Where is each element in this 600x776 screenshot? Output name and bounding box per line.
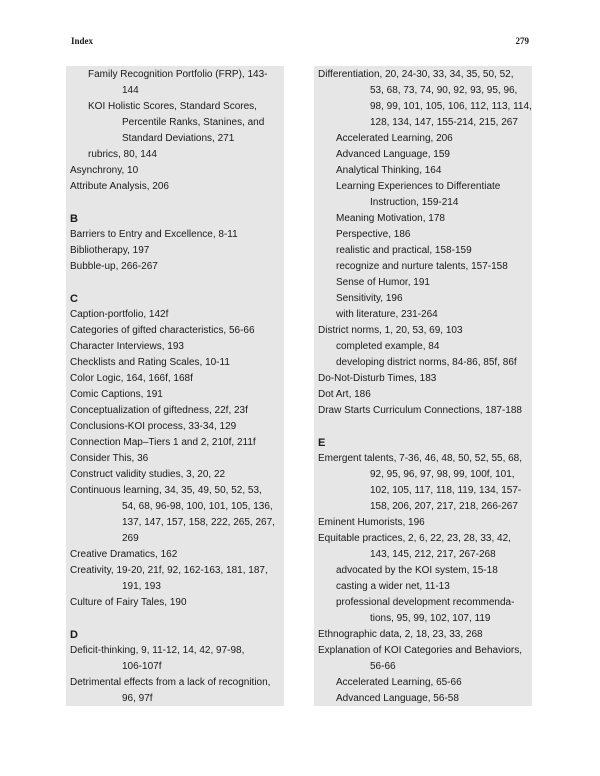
index-entry: Deficit-thinking, 9, 11-12, 14, 42, 97-98,: [70, 645, 245, 656]
index-continuation: 269: [122, 533, 139, 544]
index-entry: Asynchrony, 10: [70, 165, 139, 176]
index-letter-heading: C: [70, 293, 78, 305]
index-entry: Differentiation, 20, 24-30, 33, 34, 35, 50, 52,: [318, 69, 514, 80]
index-continuation: 56-66: [370, 661, 396, 672]
index-entry: Bubble-up, 266-267: [70, 261, 158, 272]
index-continuation: 144: [122, 85, 139, 96]
index-subentry: recognize and nurture talents, 157-158: [336, 261, 508, 272]
index-subentry: completed example, 84: [336, 341, 440, 352]
index-entry: Detrimental effects from a lack of recognition,: [70, 677, 271, 688]
index-subentry: Advanced Language, 56-58: [336, 693, 459, 704]
index-entry: Construct validity studies, 3, 20, 22: [70, 469, 226, 480]
index-subentry: Meaning Motivation, 178: [336, 213, 445, 224]
index-continuation: 53, 68, 73, 74, 90, 92, 93, 95, 96,: [370, 85, 518, 96]
index-entry: Categories of gifted characteristics, 56-66: [70, 325, 255, 336]
index-entry: Checklists and Rating Scales, 10-11: [70, 357, 230, 368]
index-continuation: 106-107f: [122, 661, 162, 672]
index-entry: Connection Map–Tiers 1 and 2, 210f, 211f: [70, 437, 256, 448]
index-continuation: 137, 147, 157, 158, 222, 265, 267,: [122, 517, 275, 528]
index-continuation: 96, 97f: [122, 693, 153, 704]
index-entry: Barriers to Entry and Excellence, 8-11: [70, 229, 238, 240]
index-continuation: Percentile Ranks, Stanines, and: [122, 117, 265, 128]
index-entry: Attribute Analysis, 206: [70, 181, 169, 192]
index-entry: Ethnographic data, 2, 18, 23, 33, 268: [318, 629, 483, 640]
index-subentry: professional development recommenda-: [336, 597, 515, 608]
index-subentry: Learning Experiences to Differentiate: [336, 181, 501, 192]
index-entry: Character Interviews, 193: [70, 341, 184, 352]
index-continuation: Instruction, 159-214: [370, 197, 459, 208]
spacer: [66, 275, 284, 291]
index-subentry: Accelerated Learning, 65-66: [336, 677, 462, 688]
index-entry: Consider This, 36: [70, 453, 149, 464]
spacer: [314, 419, 532, 435]
index-subentry: Family Recognition Portfolio (FRP), 143-: [88, 69, 268, 80]
index-subentry: advocated by the KOI system, 15-18: [336, 565, 498, 576]
index-entry: Do-Not-Disturb Times, 183: [318, 373, 437, 384]
index-subentry: KOI Holistic Scores, Standard Scores,: [88, 101, 257, 112]
index-entry: Explanation of KOI Categories and Behaviors,: [318, 645, 523, 656]
index-entry: District norms, 1, 20, 53, 69, 103: [318, 325, 463, 336]
running-head-title: Index: [71, 36, 94, 46]
index-entry: Emergent talents, 7-36, 46, 48, 50, 52, 55, 68,: [318, 453, 523, 464]
index-continuation: Standard Deviations, 271: [122, 133, 235, 144]
index-entry: Conceptualization of giftedness, 22f, 23f: [70, 405, 248, 416]
index-subentry: casting a wider net, 11-13: [336, 581, 450, 592]
index-column-left: [66, 66, 284, 706]
index-letter-heading: D: [70, 629, 78, 641]
index-entry: Creativity, 19-20, 21f, 92, 162-163, 181, 187,: [70, 565, 268, 576]
index-entry: Continuous learning, 34, 35, 49, 50, 52, 53,: [70, 485, 262, 496]
index-entry: Bibliotherapy, 197: [70, 245, 150, 256]
index-entry: Culture of Fairy Tales, 190: [70, 597, 187, 608]
index-subentry: with literature, 231-264: [336, 309, 438, 320]
index-continuation: 54, 68, 96-98, 100, 101, 105, 136,: [122, 501, 273, 512]
index-letter-heading: B: [70, 213, 78, 225]
index-entry: Eminent Humorists, 196: [318, 517, 425, 528]
index-entry: Draw Starts Curriculum Connections, 187-188: [318, 405, 522, 416]
page-number: 279: [515, 36, 529, 46]
index-continuation: 102, 105, 117, 118, 119, 134, 157-: [370, 485, 522, 496]
index-subentry: Sense of Humor, 191: [336, 277, 430, 288]
spacer: [66, 195, 284, 211]
index-entry: Caption-portfolio, 142f: [70, 309, 169, 320]
index-continuation: 191, 193: [122, 581, 161, 592]
index-subentry: Advanced Language, 159: [336, 149, 450, 160]
index-entry: Creative Dramatics, 162: [70, 549, 178, 560]
index-column-right: [314, 66, 532, 706]
index-continuation: tions, 95, 99, 102, 107, 119: [370, 613, 491, 624]
index-continuation: 92, 95, 96, 97, 98, 99, 100f, 101,: [370, 469, 515, 480]
index-continuation: 143, 145, 212, 217, 267-268: [370, 549, 496, 560]
index-subentry: Analytical Thinking, 164: [336, 165, 442, 176]
index-subentry: Sensitivity, 196: [336, 293, 403, 304]
index-continuation: 128, 134, 147, 155-214, 215, 267: [370, 117, 518, 128]
index-entry: Equitable practices, 2, 6, 22, 23, 28, 33, 42,: [318, 533, 511, 544]
index-entry: Dot Art, 186: [318, 389, 371, 400]
index-entry: Conclusions-KOI process, 33-34, 129: [70, 421, 237, 432]
spacer: [66, 611, 284, 627]
index-subentry: Perspective, 186: [336, 229, 411, 240]
index-subentry: rubrics, 80, 144: [88, 149, 157, 160]
index-entry: Color Logic, 164, 166f, 168f: [70, 373, 193, 384]
index-continuation: 98, 99, 101, 105, 106, 112, 113, 114,: [370, 101, 532, 112]
index-letter-heading: E: [318, 437, 326, 449]
index-subentry: developing district norms, 84-86, 85f, 86f: [336, 357, 517, 368]
index-entry: Comic Captions, 191: [70, 389, 163, 400]
index-subentry: Accelerated Learning, 206: [336, 133, 453, 144]
index-subentry: realistic and practical, 158-159: [336, 245, 472, 256]
index-continuation: 158, 206, 207, 217, 218, 266-267: [370, 501, 518, 512]
